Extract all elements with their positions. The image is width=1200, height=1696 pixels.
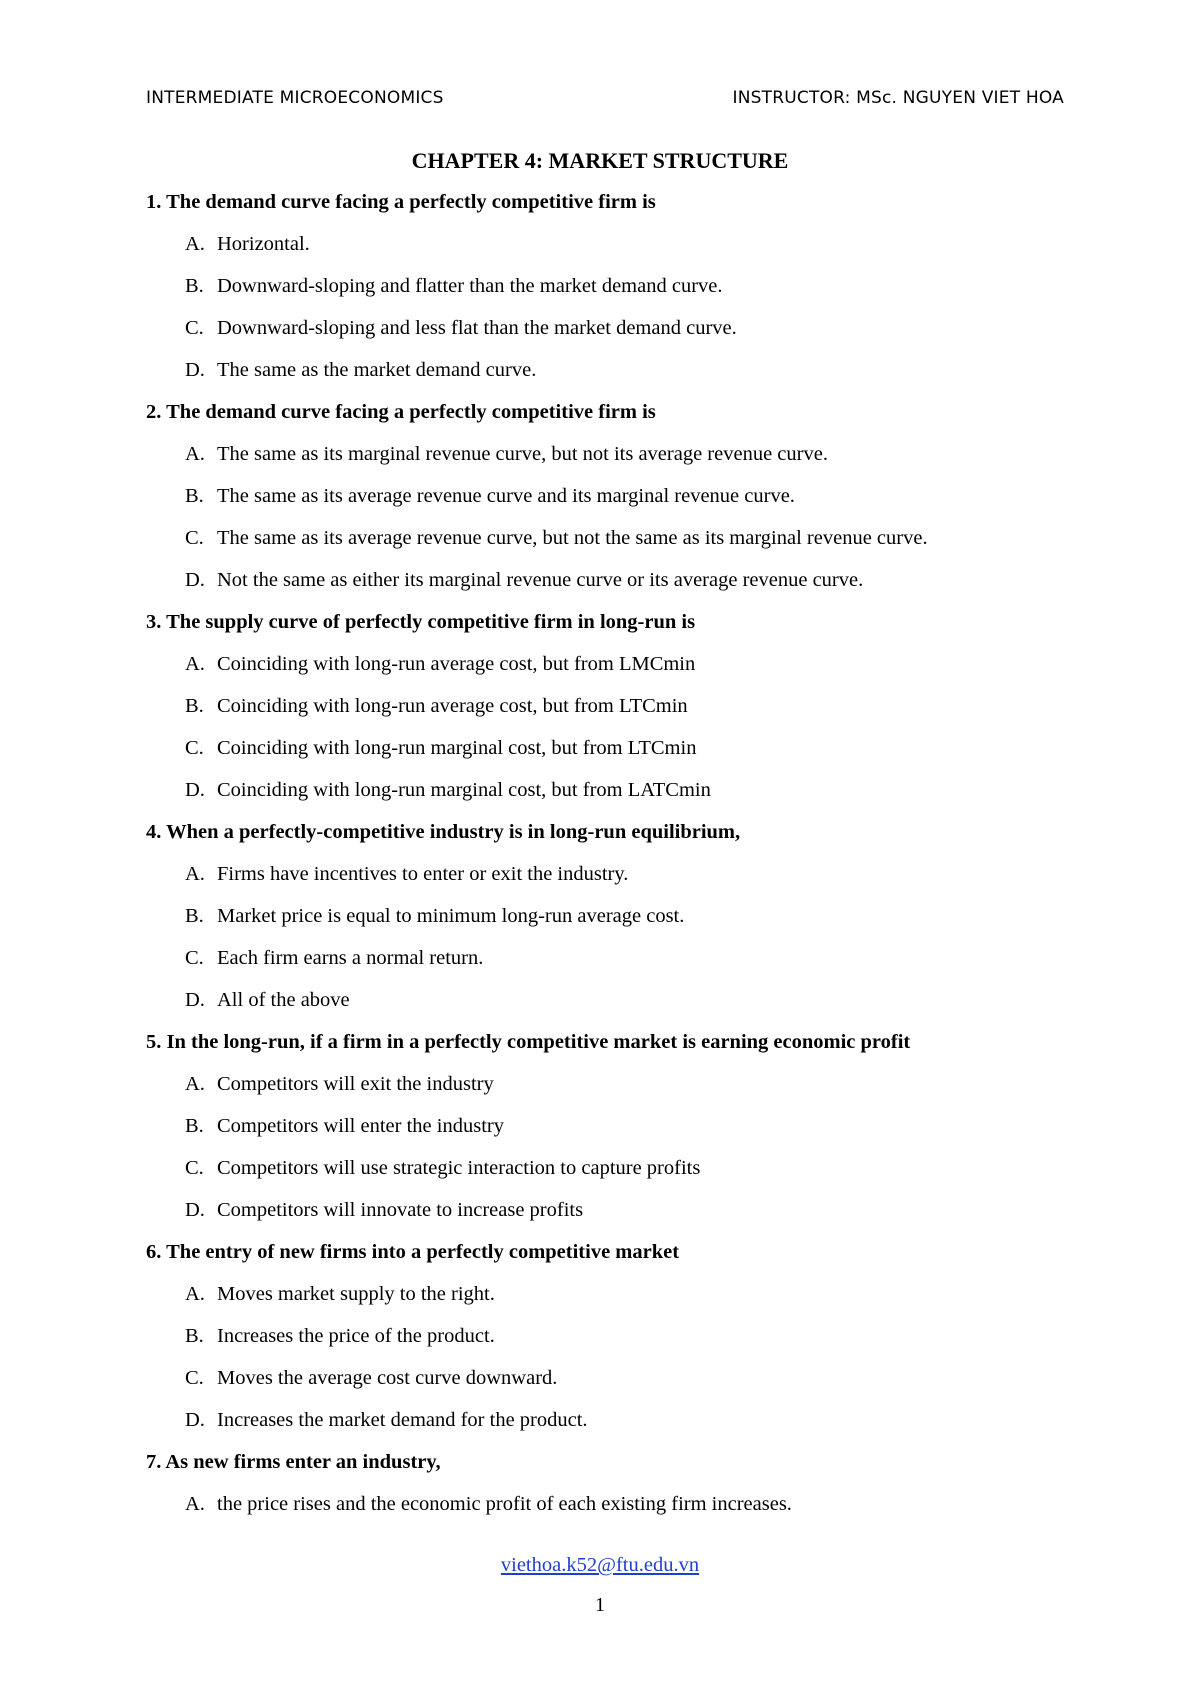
question-7: 7. As new firms enter an industry, bbox=[146, 1451, 441, 1473]
option-letter: D. bbox=[185, 359, 205, 381]
question-5-option-b bbox=[146, 1112, 1076, 1154]
question-5-option-d bbox=[146, 1196, 1076, 1238]
option-text: Moves market supply to the right. bbox=[217, 1283, 495, 1305]
option-text: Moves the average cost curve downward. bbox=[217, 1367, 558, 1389]
chapter-title: CHAPTER 4: MARKET STRUCTURE bbox=[411, 148, 789, 173]
option-text: Coinciding with long-run average cost, but from LMCmin bbox=[217, 653, 696, 675]
question-2: 2. The demand curve facing a perfectly competitive firm is bbox=[146, 401, 656, 423]
option-letter: D. bbox=[185, 1409, 205, 1431]
option-letter: B. bbox=[185, 275, 204, 297]
page-header bbox=[146, 88, 1064, 108]
question-6-option-b bbox=[146, 1322, 1076, 1364]
header-instructor: INSTRUCTOR: MSc. NGUYEN VIET HOA bbox=[732, 88, 1064, 108]
option-letter: A. bbox=[185, 233, 205, 255]
option-text: Competitors will use strategic interaction to capture profits bbox=[217, 1157, 701, 1179]
question-5: 5. In the long-run, if a firm in a perfectly competitive market is earning economic profit bbox=[146, 1031, 911, 1053]
option-text: Each firm earns a normal return. bbox=[217, 947, 484, 969]
question-6-option-c bbox=[146, 1364, 1076, 1406]
question-6-option-a bbox=[146, 1280, 1076, 1322]
question-2-option-a bbox=[146, 440, 1076, 482]
question-list bbox=[146, 188, 1076, 1532]
option-letter: C. bbox=[185, 947, 204, 969]
question-6: 6. The entry of new firms into a perfectly competitive market bbox=[146, 1241, 680, 1263]
option-text: Increases the market demand for the product. bbox=[217, 1409, 588, 1431]
question-2-option-d bbox=[146, 566, 1076, 608]
option-letter: C. bbox=[185, 1157, 204, 1179]
option-text: Downward-sloping and less flat than the market demand curve. bbox=[217, 317, 737, 339]
option-text: The same as the market demand curve. bbox=[217, 359, 537, 381]
question-4-option-b bbox=[146, 902, 1076, 944]
option-text: Increases the price of the product. bbox=[217, 1325, 495, 1347]
option-text: Firms have incentives to enter or exit the industry. bbox=[217, 863, 629, 885]
question-4-option-d bbox=[146, 986, 1076, 1028]
question-3-option-c bbox=[146, 734, 1076, 776]
option-text: The same as its average revenue curve and its marginal revenue curve. bbox=[217, 485, 795, 507]
question-4: 4. When a perfectly-competitive industry is in long-run equilibrium, bbox=[146, 821, 741, 843]
option-letter: C. bbox=[185, 527, 204, 549]
option-letter: A. bbox=[185, 443, 205, 465]
option-letter: C. bbox=[185, 1367, 204, 1389]
question-2-option-b bbox=[146, 482, 1076, 524]
option-text: the price rises and the economic profit of each existing firm increases. bbox=[217, 1493, 792, 1515]
question-1-option-b bbox=[146, 272, 1076, 314]
email-link[interactable]: viethoa.k52@ftu.edu.vn bbox=[500, 1554, 700, 1576]
option-letter: D. bbox=[185, 1199, 205, 1221]
option-text: Not the same as either its marginal revenue curve or its average revenue curve. bbox=[217, 569, 864, 591]
question-7-option-a bbox=[146, 1490, 1076, 1532]
option-text: Market price is equal to minimum long-run average cost. bbox=[217, 905, 685, 927]
question-3-option-b bbox=[146, 692, 1076, 734]
option-letter: B. bbox=[185, 905, 204, 927]
question-2-option-c bbox=[146, 524, 1076, 566]
option-text: Competitors will enter the industry bbox=[217, 1115, 504, 1137]
question-3: 3. The supply curve of perfectly competitive firm in long-run is bbox=[146, 611, 696, 633]
question-1-option-d bbox=[146, 356, 1076, 398]
page-number: 1 bbox=[595, 1594, 605, 1616]
option-letter: A. bbox=[185, 653, 205, 675]
question-4-option-a bbox=[146, 860, 1076, 902]
option-letter: B. bbox=[185, 695, 204, 717]
question-6-option-d bbox=[146, 1406, 1076, 1448]
option-letter: C. bbox=[185, 317, 204, 339]
option-letter: A. bbox=[185, 863, 205, 885]
question-4-option-c bbox=[146, 944, 1076, 986]
option-letter: B. bbox=[185, 1325, 204, 1347]
question-5-option-a bbox=[146, 1070, 1076, 1112]
question-5-option-c bbox=[146, 1154, 1076, 1196]
question-1: 1. The demand curve facing a perfectly competitive firm is bbox=[146, 191, 656, 213]
option-text: The same as its average revenue curve, but not the same as its marginal revenue curve. bbox=[217, 527, 928, 549]
option-text: Coinciding with long-run average cost, but from LTCmin bbox=[217, 695, 688, 717]
option-text: The same as its marginal revenue curve, but not its average revenue curve. bbox=[217, 443, 828, 465]
option-text: Competitors will innovate to increase profits bbox=[217, 1199, 584, 1221]
option-letter: A. bbox=[185, 1073, 205, 1095]
option-text: Coinciding with long-run marginal cost, but from LTCmin bbox=[217, 737, 697, 759]
option-letter: D. bbox=[185, 989, 205, 1011]
question-1-option-a bbox=[146, 230, 1076, 272]
option-text: Downward-sloping and flatter than the market demand curve. bbox=[217, 275, 723, 297]
question-3-option-a bbox=[146, 650, 1076, 692]
question-1-option-c bbox=[146, 314, 1076, 356]
option-letter: A. bbox=[185, 1493, 205, 1515]
option-text: Coinciding with long-run marginal cost, but from LATCmin bbox=[217, 779, 711, 801]
option-letter: B. bbox=[185, 1115, 204, 1137]
option-letter: B. bbox=[185, 485, 204, 507]
option-text: Horizontal. bbox=[217, 233, 310, 255]
option-letter: D. bbox=[185, 569, 205, 591]
footer-email bbox=[0, 1554, 1200, 1577]
option-letter: C. bbox=[185, 737, 204, 759]
option-text: Competitors will exit the industry bbox=[217, 1073, 494, 1095]
header-course-title: INTERMEDIATE MICROECONOMICS bbox=[146, 88, 444, 108]
question-3-option-d bbox=[146, 776, 1076, 818]
option-letter: A. bbox=[185, 1283, 205, 1305]
option-letter: D. bbox=[185, 779, 205, 801]
option-text: All of the above bbox=[217, 989, 350, 1011]
